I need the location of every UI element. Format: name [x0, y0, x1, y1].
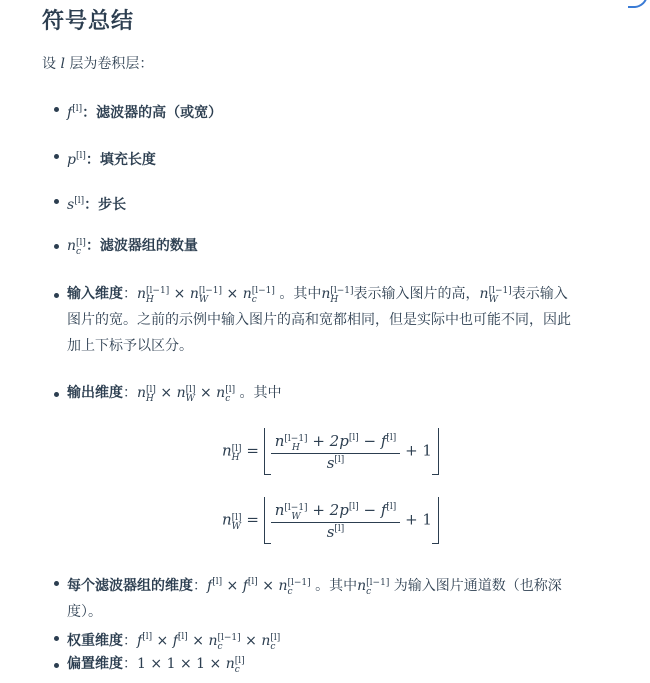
bullet — [54, 107, 59, 112]
list-item-filter-dim: 每个滤波器组的维度：f[l] × f[l] × n [l−1] c 。其中n [l−1] c 为输入图片通道数（也称深 度）。 — [67, 577, 562, 620]
list-item-input-dim: 输入维度：n [l−1] H × n [l−1] W × n [l−1] c 。其中n [l−1] H 表示输入图片的高，n [l−1] W 表示输入 图片的宽。之前的示例中输入图片的高和宽都相同，但是实际中也可能不同，因此 加上下标予以区分。 — [67, 286, 571, 354]
list-item-bias-dim: 偏置维度：1 × 1 × 1 × n [l] c — [67, 656, 245, 675]
section-heading: 符号总结 — [42, 9, 135, 34]
intro-pre: 设 — [42, 56, 56, 72]
intro-line — [42, 53, 153, 73]
equation-output-width: n [l] W = n [l−1] W + 2p[l] − f[l] s[l] + 1 — [222, 497, 439, 544]
bullet — [54, 636, 59, 641]
bullet — [54, 581, 59, 586]
bullet — [54, 154, 59, 159]
equation-output-height: n [l] H = n [l−1] H + 2p[l] − f[l] s[l] + 1 — [222, 428, 439, 475]
list-item-padding: p[l]：填充长度 — [67, 151, 156, 168]
list-item-filter-size: f[l]：滤波器的高（或宽） — [67, 104, 223, 121]
bullet — [54, 199, 59, 204]
intro-post: 层为卷积层： — [69, 56, 154, 72]
list-item-num-filters: n [l] c ：滤波器组的数量 — [67, 238, 198, 257]
list-item-weight-dim: 权重维度：f[l] × f[l] × n [l−1] c × n [l] c — [67, 632, 281, 652]
intro-var: l — [60, 56, 65, 72]
list-item-output-dim: 输出维度：n [l] H × n [l] W × n [l] c 。其中 — [67, 385, 282, 404]
corner-decoration — [628, 0, 648, 8]
bullet — [54, 293, 59, 298]
list-item-stride: s[l]：步长 — [67, 196, 127, 213]
bullet — [54, 392, 59, 397]
bullet — [54, 663, 59, 668]
bullet — [54, 244, 59, 249]
